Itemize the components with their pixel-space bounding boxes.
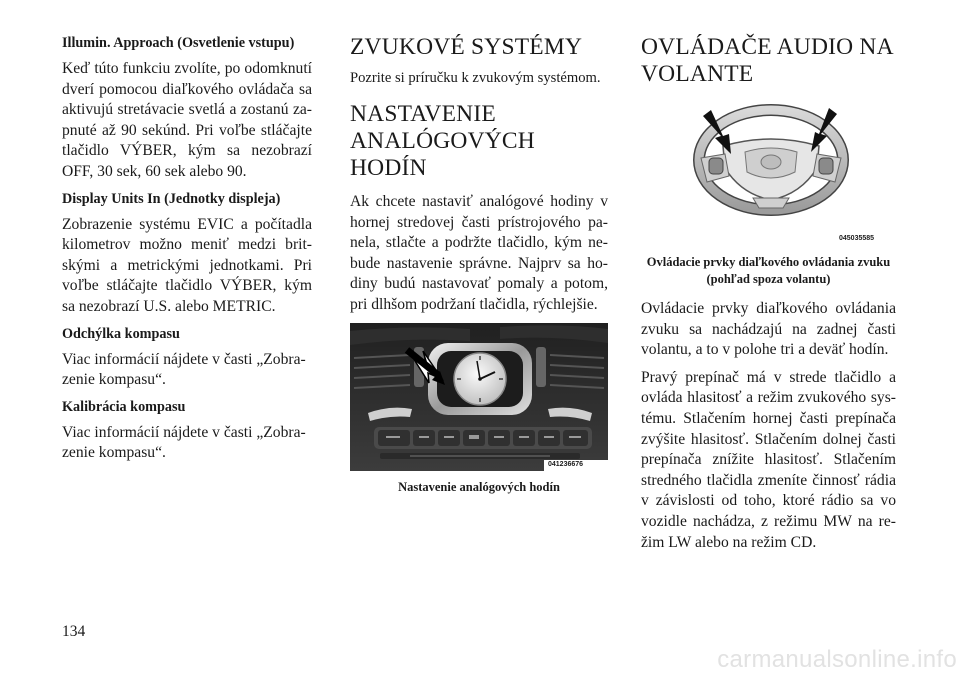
title-steering-audio-controls: OVLÁDAČE AUDIO NA VOLANTE	[641, 34, 893, 87]
figure-analog-clock	[350, 323, 608, 471]
watermark: carmanualsonline.info	[717, 646, 957, 673]
figure-code-steering: 045035585	[839, 235, 875, 242]
column-middle	[350, 34, 608, 496]
column-right	[641, 34, 896, 560]
steering-wheel-image	[641, 102, 896, 252]
column-left	[62, 34, 312, 471]
paragraph-display-units: Zobrazenie systému EVIC a počítadla kilometrov možno meniť medzi britskými a metrickými jednotkami. Pri voľbe stláčajte tlačidlo VÝBER, kým sa nezobrazí U.S. alebo METRIC.	[62, 215, 312, 315]
paragraph-steering-controls-location: Ovládacie prvky diaľkového ovládania zvuku sa nachádzajú na zadnej časti volantu, a to v polohe tri a deväť hodín.	[641, 300, 896, 359]
page-number: 134	[62, 623, 86, 640]
figure-code-clock: 041236676	[548, 460, 584, 468]
figure-steering-wheel	[641, 102, 896, 252]
section-heading-compass-variance: Odchýlka kompasu	[62, 325, 180, 342]
paragraph-right-switch: Pravý prepínač má v strede tlačidlo a ovláda hlasitosť a režim zvukového systému. Stlačením hornej časti prepínača zvýšite hlasitosť. Stlačením dolnej časti prepínača znížite hlasitosť. Stlačením stredného tlačidla zmeníte činnosť rádia v závislosti od toho, ktoré rádio sa vo vozidle nachádza, z režimu MW na režim LW alebo na režim CD.	[641, 368, 896, 551]
paragraph-compass-variance: Viac informácií nájdete v časti „Zobrazenie kompasu“.	[62, 350, 306, 389]
title-analog-clock: NASTAVENIE ANALÓGOVÝCH HODÍN	[350, 101, 535, 181]
section-heading-illumin-approach: Illumin. Approach (Osvetlenie vstupu)	[62, 35, 295, 51]
paragraph-audio-systems: Pozrite si príručku k zvukovým systémom.	[350, 70, 601, 86]
clock-dashboard-image	[350, 323, 608, 471]
caption-steering-wheel: Ovládacie prvky diaľkového ovládania zvuku (pohľad spoza volantu)	[646, 255, 891, 286]
section-heading-compass-calibration: Kalibrácia kompasu	[62, 398, 186, 415]
paragraph-compass-calibration: Viac informácií nájdete v časti „Zobrazenie kompasu“.	[62, 423, 306, 462]
paragraph-analog-clock: Ak chcete nastaviť analógové hodiny v hornej stredovej časti prístrojového panela, stlačte a podržte tlačidlo, kým nebude nastavenie správne. Najprv sa hodiny budú nastavovať pomaly a potom, pri dlhšom podržaní tlačidla, rýchlejšie.	[350, 193, 608, 313]
section-heading-display-units: Display Units In (Jednotky displeja)	[62, 190, 281, 207]
paragraph-illumin-approach: Keď túto funkciu zvolíte, po odomknutí dverí pomocou diaľkového ovládača sa aktivujú stretávacie svetlá a zostanú zapnuté až 90 sekúnd. Pri voľbe stláčajte tlačidlo VÝBER, kým sa nezobrazí OFF, 30 sek, 60 sek alebo 90.	[62, 60, 312, 180]
title-audio-systems: ZVUKOVÉ SYSTÉMY	[350, 34, 583, 60]
caption-analog-clock: Nastavenie analógových hodín	[398, 479, 560, 494]
